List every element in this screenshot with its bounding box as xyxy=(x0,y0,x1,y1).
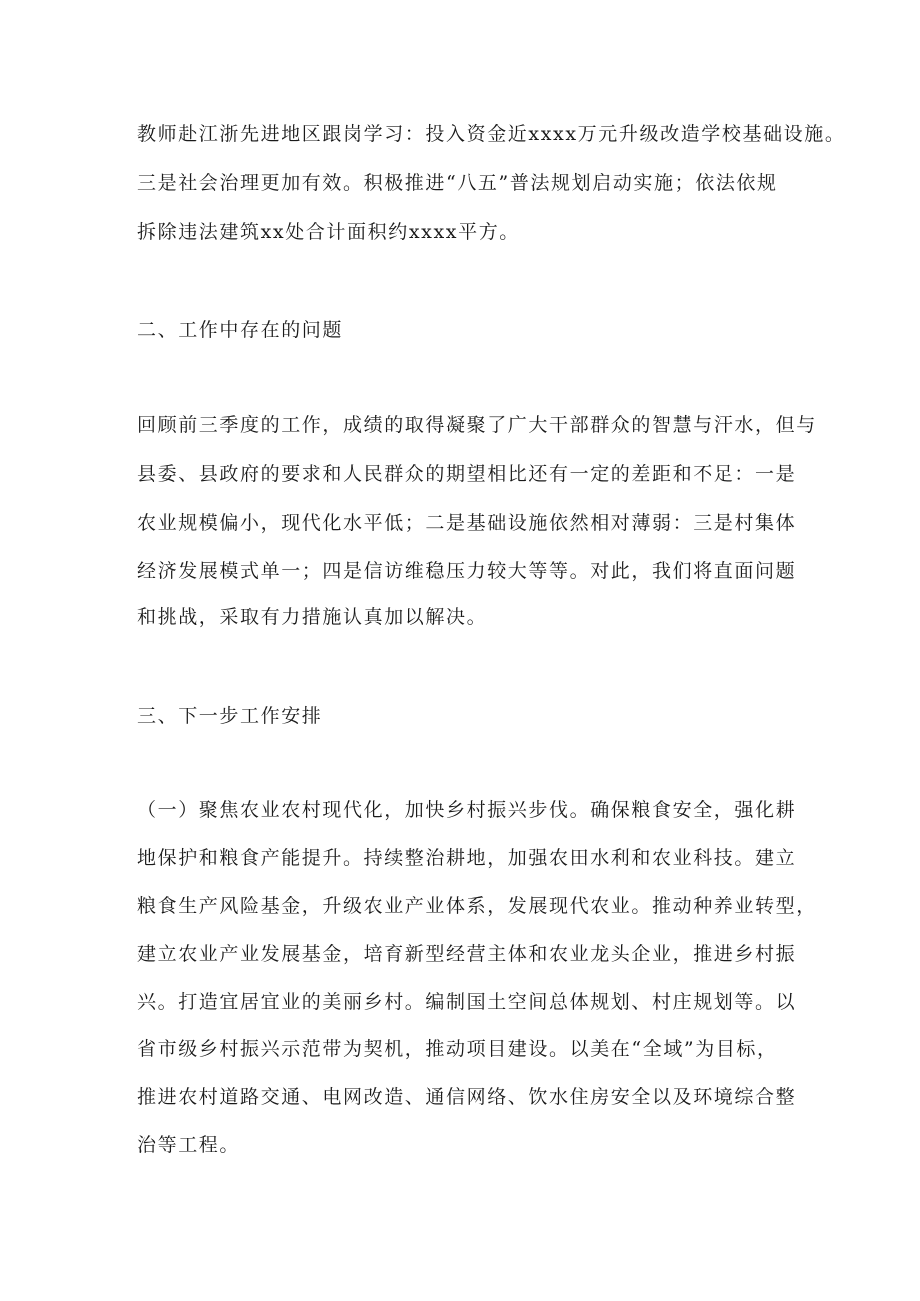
text-line: 粮食生产风险基金，升级农业产业体系，发展现代农业。推动种养业转型， xyxy=(137,895,817,917)
text-line: 拆除违法建筑xx处合计面积约xxxx平方。 xyxy=(137,221,520,243)
text-line: 经济发展模式单一；四是信访维稳压力较大等等。对此，我们将直面问题 xyxy=(137,560,797,582)
text-line: 兴。打造宜居宜业的美丽乡村。编制国土空间总体规划、村庄规划等。以 xyxy=(137,991,797,1013)
text-line: 农业规模偏小，现代化水平低；二是基础设施依然相对薄弱：三是村集体 xyxy=(137,512,797,534)
text-line: 省市级乡村振兴示范带为契机，推动项目建设。以美在“全域”为目标， xyxy=(137,1038,778,1060)
text-line: 县委、县政府的要求和人民群众的期望相比还有一定的差距和不足：一是 xyxy=(137,463,797,485)
text-line: 三是社会治理更加有效。积极推进“八五”普法规划启动实施；依法依规 xyxy=(137,172,778,194)
text-line: 教师赴江浙先进地区跟岗学习：投入资金近xxxx万元升级改造学校基础设施。 xyxy=(137,123,846,145)
text-line: （一）聚焦农业农村现代化，加快乡村振兴步伐。确保粮食安全，强化耕 xyxy=(137,799,797,821)
text-line: 地保护和粮食产能提升。持续整治耕地，加强农田水利和农业科技。建立 xyxy=(137,847,797,869)
text-line: 回顾前三季度的工作，成绩的取得凝聚了广大干部群众的智慧与汗水，但与 xyxy=(137,414,817,436)
text-line: 建立农业产业发展基金，培育新型经营主体和农业龙头企业，推进乡村振 xyxy=(137,943,797,965)
section-heading-next-steps: 三、下一步工作安排 xyxy=(137,705,323,727)
text-line: 和挑战，采取有力措施认真加以解决。 xyxy=(137,606,488,628)
text-line: 推进农村道路交通、电网改造、通信网络、饮水住房安全以及环境综合整 xyxy=(137,1086,797,1108)
section-heading-problems: 二、工作中存在的问题 xyxy=(137,319,344,341)
text-line: 治等工程。 xyxy=(137,1134,241,1156)
